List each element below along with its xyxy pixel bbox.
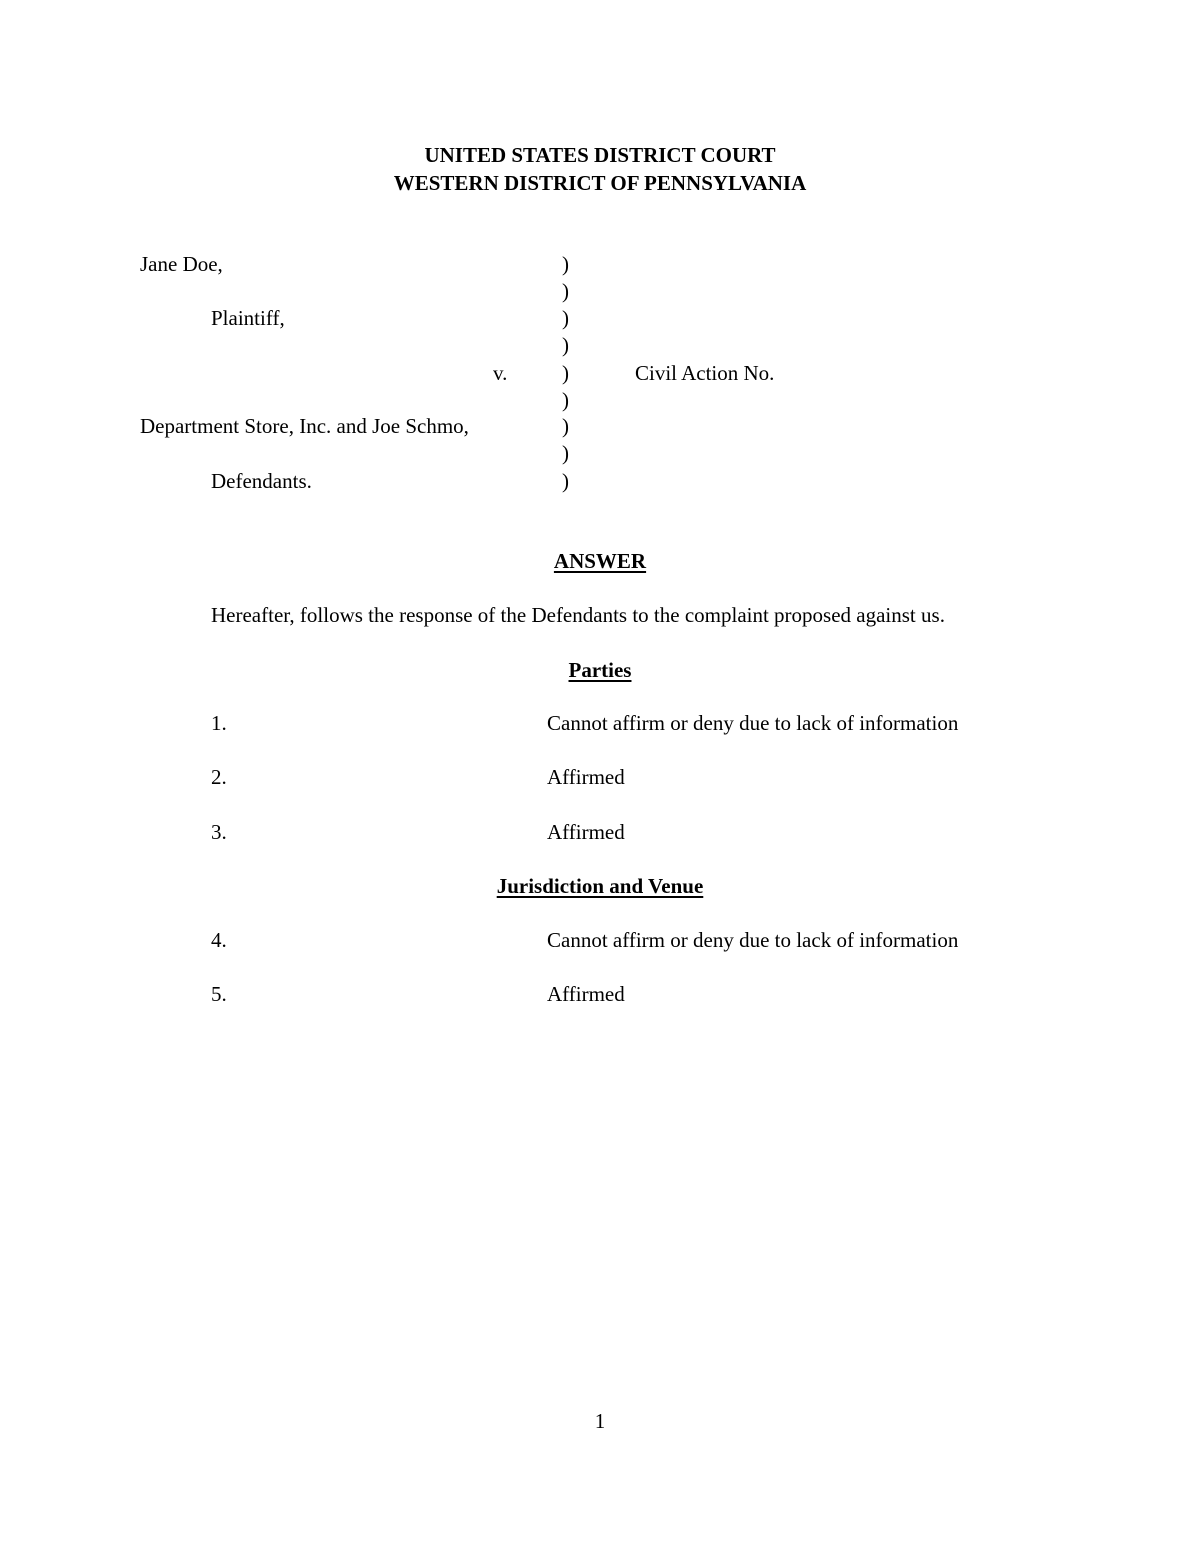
item-number: 1.	[211, 711, 227, 735]
item-number: 3.	[211, 820, 227, 844]
court-district: WESTERN DISTRICT OF PENNSYLVANIA	[393, 171, 807, 195]
item-response: Cannot affirm or deny due to lack of information	[547, 928, 959, 952]
item-response: Affirmed	[547, 820, 625, 844]
versus-label: v.	[493, 361, 508, 385]
caption-bracket: )	[562, 279, 569, 303]
caption-bracket: )	[562, 306, 569, 330]
caption-bracket: )	[562, 469, 569, 493]
defendant-label: Defendants.	[211, 469, 312, 493]
item-number: 4.	[211, 928, 227, 952]
court-name: UNITED STATES DISTRICT COURT	[424, 143, 776, 167]
item-response: Affirmed	[547, 765, 625, 789]
caption-bracket: )	[562, 333, 569, 357]
caption-bracket: )	[562, 441, 569, 465]
caption-bracket: )	[562, 414, 569, 438]
caption-bracket: )	[562, 252, 569, 276]
civil-action-number: Civil Action No.	[635, 361, 775, 385]
plaintiff-label: Plaintiff,	[211, 306, 285, 330]
section-heading: Jurisdiction and Venue	[496, 874, 704, 898]
plaintiff-name: Jane Doe,	[140, 252, 223, 276]
defendant-names: Department Store, Inc. and Joe Schmo,	[140, 414, 469, 438]
page-number: 1	[594, 1409, 606, 1433]
intro-paragraph: Hereafter, follows the response of the Defendants to the complaint proposed against us.	[211, 603, 945, 627]
section-heading: Parties	[568, 658, 632, 682]
item-number: 2.	[211, 765, 227, 789]
item-response: Cannot affirm or deny due to lack of information	[547, 711, 959, 735]
item-response: Affirmed	[547, 982, 625, 1006]
caption-bracket: )	[562, 361, 569, 385]
document-title: ANSWER	[553, 549, 647, 573]
caption-bracket: )	[562, 388, 569, 412]
item-number: 5.	[211, 982, 227, 1006]
